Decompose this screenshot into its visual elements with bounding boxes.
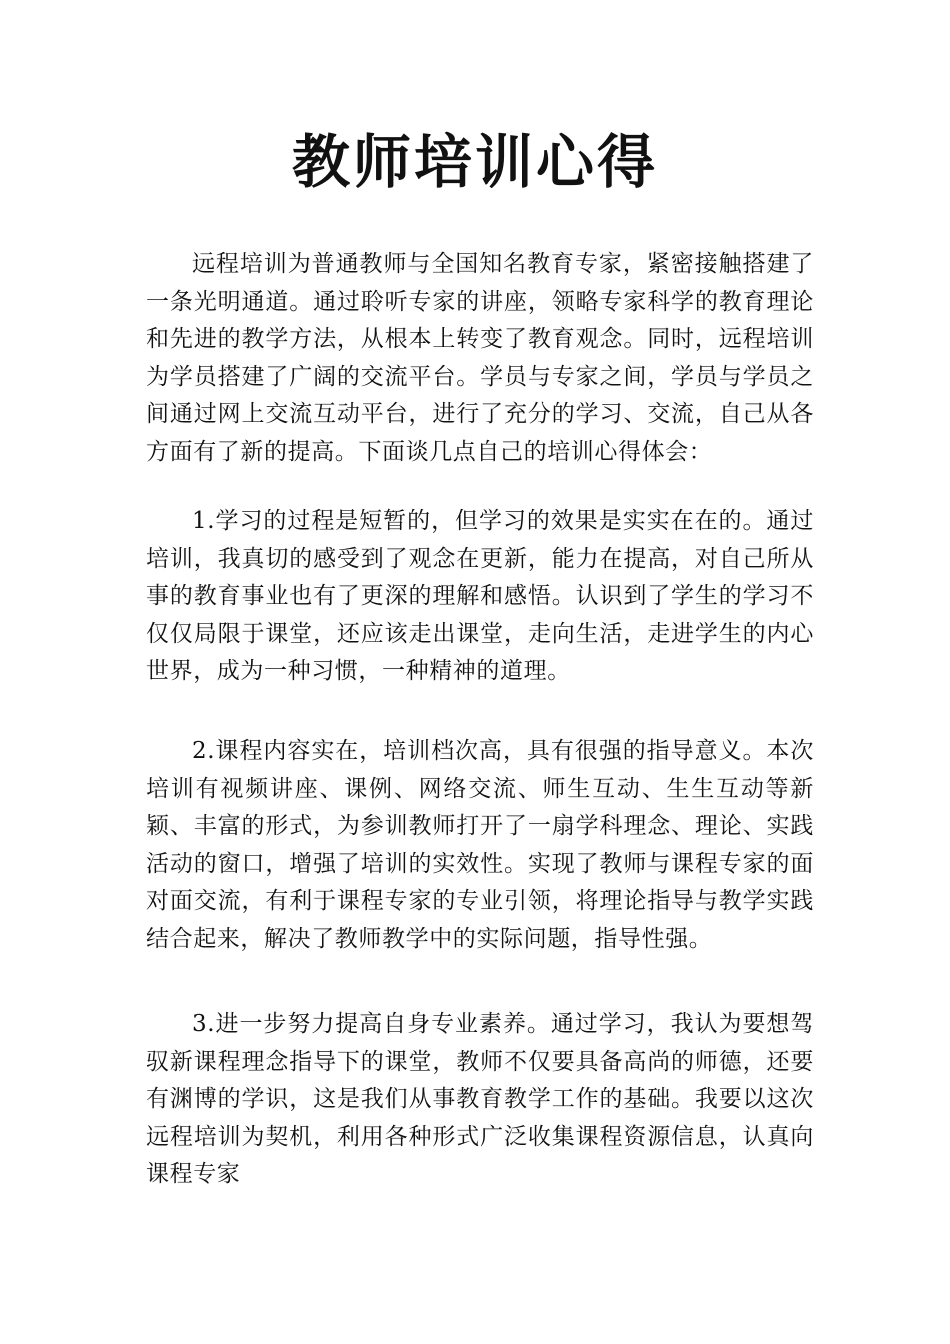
document-title: 教师培训心得 — [291, 128, 658, 196]
point-2-paragraph: 2.课程内容实在，培训档次高，具有很强的指导意义。本次培训有视频讲座、课例、网络交流、师生互动、生生互动等新颖、丰富的形式，为参训教师打开了一扇学科理念、理论、实践活动的窗口，增强了培训的实效性。实现了教师与课程专家的面对面交流，有利于课程专家的专业引领，将理论指导与教学实践结合起来，解决了教师教学中的实际问题，指导性强。 — [146, 738, 814, 952]
intro-paragraph: 远程培训为普通教师与全国知名教育专家，紧密接触搭建了一条光明通道。通过聆听专家的讲座，领略专家科学的教育理论和先进的教学方法，从根本上转变了教育观念。同时，远程培训为学员搭建了广阔的交流平台。学员与专家之间，学员与学员之间通过网上交流互动平台，进行了充分的学习、交流，自己从各方面有了新的提高。下面谈几点自己的培训心得体会： — [146, 251, 814, 465]
point-3-paragraph: 3.进一步努力提高自身专业素养。通过学习，我认为要想驾驭新课程理念指导下的课堂，教师不仅要具备高尚的师德，还要有渊博的学识，这是我们从事教育教学工作的基础。我要以这次远程培训为契机，利用各种形式广泛收集课程资源信息，认真向课程专家 — [146, 1011, 814, 1187]
point-1-paragraph: 1.学习的过程是短暂的，但学习的效果是实实在在的。通过培训，我真切的感受到了观念在更新，能力在提高，对自己所从事的教育事业也有了更深的理解和感悟。认识到了学生的学习不仅仅局限于课堂，还应该走出课堂，走向生活，走进学生的内心世界，成为一种习惯，一种精神的道理。 — [146, 508, 814, 684]
